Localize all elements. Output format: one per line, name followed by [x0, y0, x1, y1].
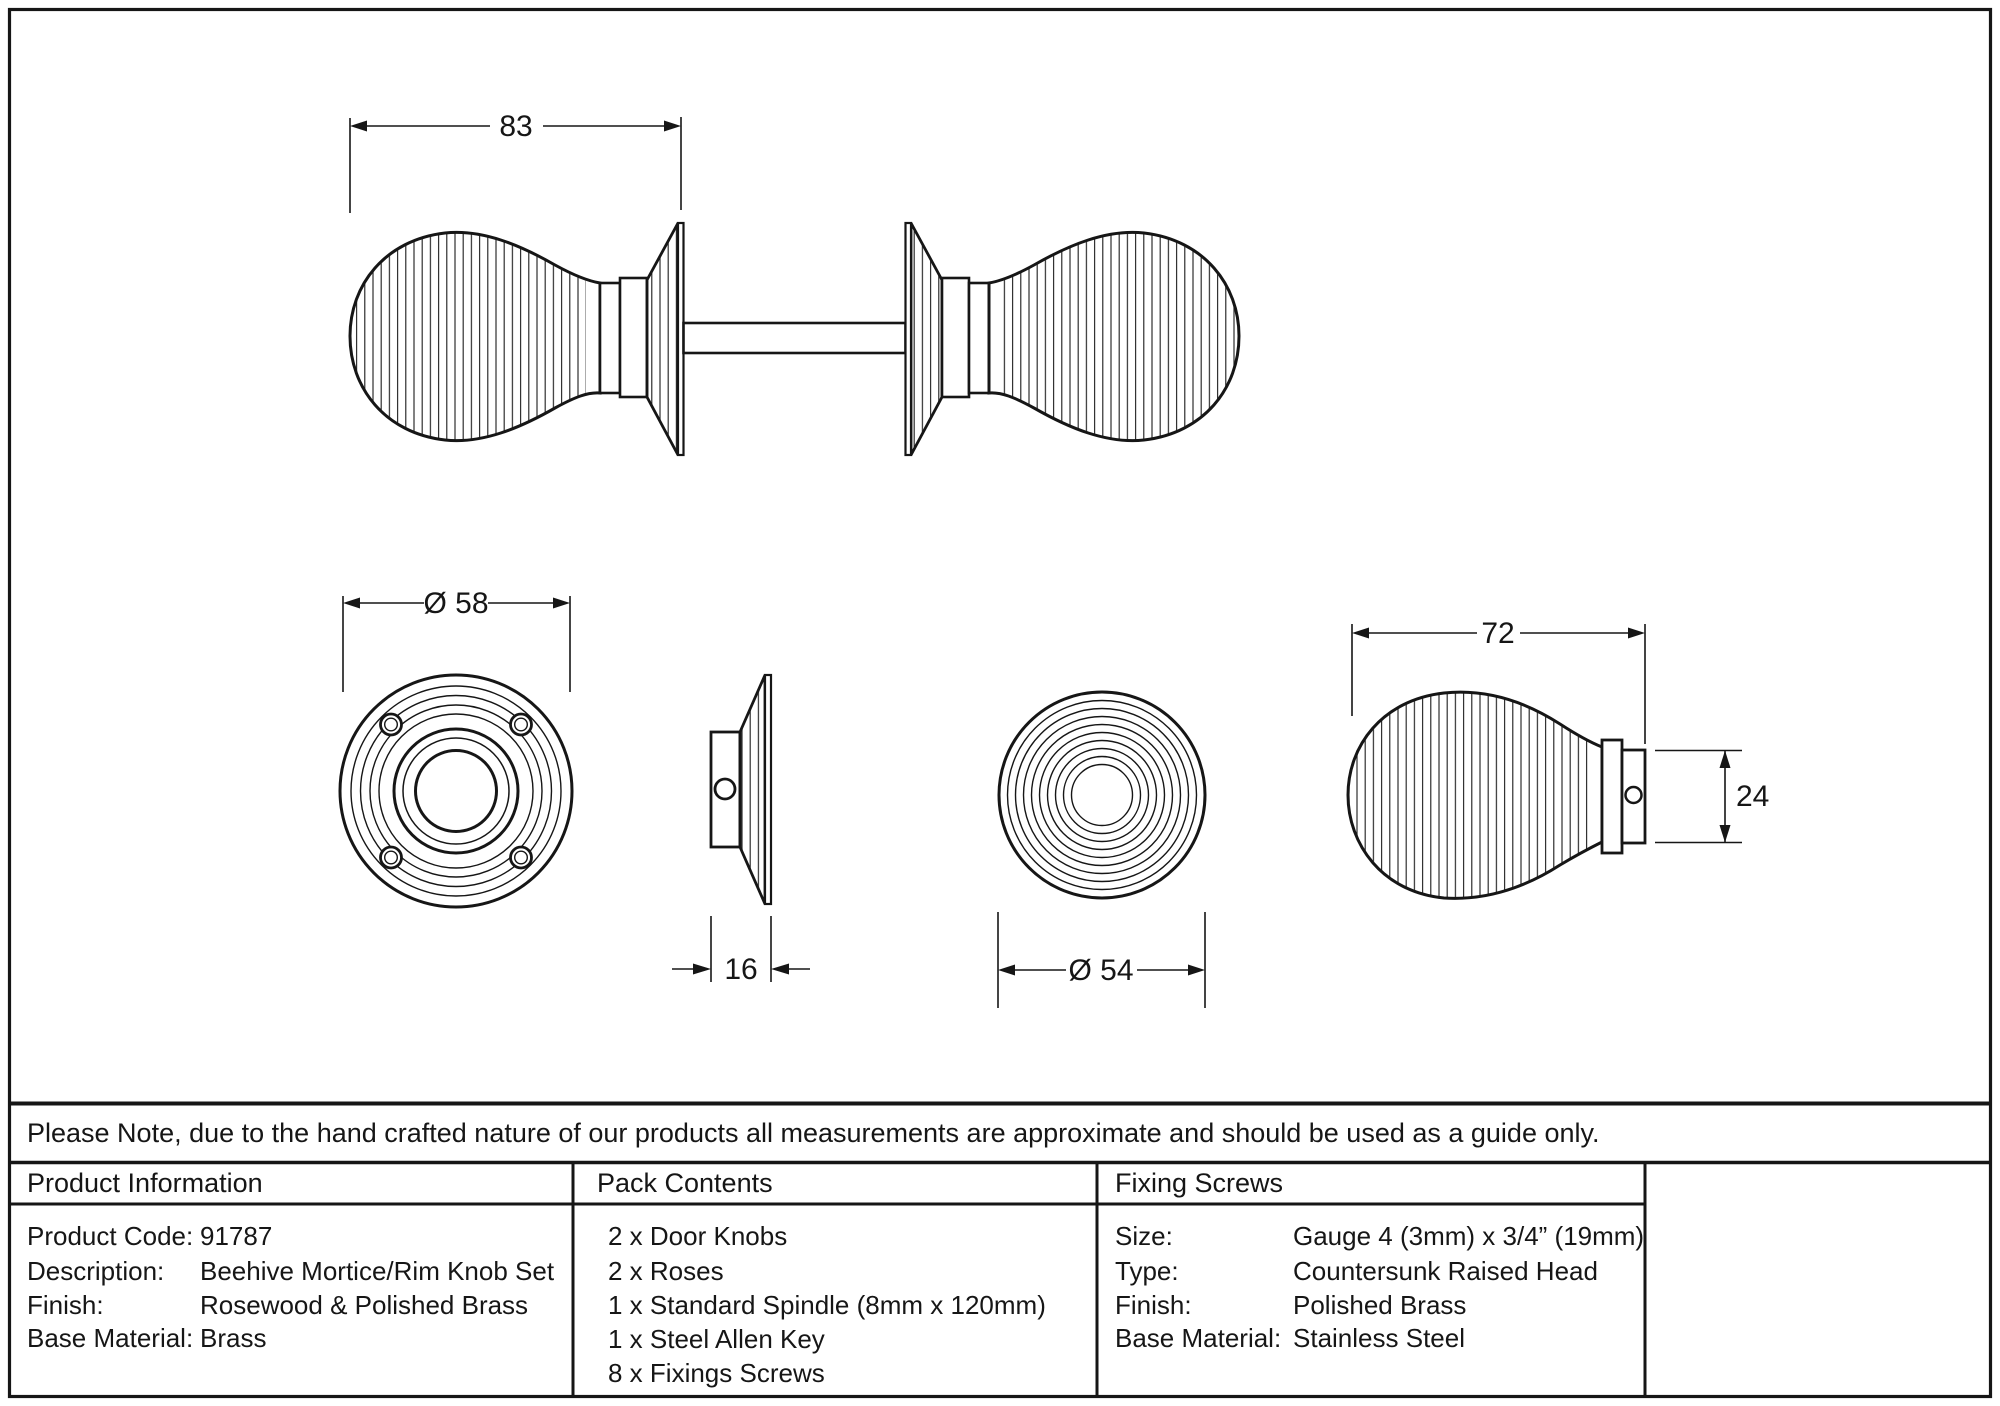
- dimension-83-label: 83: [499, 110, 533, 143]
- row-label: Product Code:: [27, 1221, 194, 1251]
- rose-grub-screw-hole: [715, 779, 735, 799]
- row-value: Stainless Steel: [1293, 1323, 1465, 1353]
- knob-front-view: [998, 692, 1205, 1008]
- row-label: Size:: [1115, 1221, 1173, 1251]
- right-knob-collar: [969, 283, 989, 393]
- row-label: Base Material:: [1115, 1323, 1282, 1353]
- row-label: Base Material:: [27, 1323, 194, 1353]
- dimension-83: [350, 110, 681, 213]
- row-value: Countersunk Raised Head: [1293, 1256, 1598, 1286]
- product-information-header: Product Information: [27, 1168, 263, 1198]
- list-item: 1 x Steel Allen Key: [608, 1324, 825, 1354]
- dimension-rose-diameter-label: Ø 58: [423, 587, 489, 620]
- left-knob-side: [350, 228, 647, 446]
- dimension-knob-neck: [1655, 751, 1769, 843]
- row-value: Gauge 4 (3mm) x 3/4” (19mm): [1293, 1221, 1645, 1251]
- row-value: 91787: [200, 1221, 273, 1251]
- sheet-borders: [10, 10, 1991, 1397]
- dimension-rose-depth: [672, 916, 810, 986]
- dimension-knob-length-label: 72: [1481, 617, 1515, 650]
- row-value: Polished Brass: [1293, 1290, 1467, 1320]
- row-value: Beehive Mortice/Rim Knob Set: [200, 1256, 555, 1286]
- knob-grub-screw-hole: [1626, 787, 1642, 803]
- row-label: Description:: [27, 1256, 165, 1286]
- right-knob-shank: [942, 278, 969, 397]
- row-label: Finish:: [1115, 1290, 1192, 1320]
- spindle: [684, 323, 906, 353]
- row-value: Brass: [200, 1323, 267, 1353]
- list-item: 2 x Roses: [608, 1256, 724, 1286]
- dimension-knob-diameter: [998, 912, 1205, 1008]
- dimension-knob-diameter-label: Ø 54: [1068, 954, 1134, 987]
- list-item: 1 x Standard Spindle (8mm x 120mm): [608, 1290, 1046, 1320]
- right-knob-side: [942, 228, 1239, 446]
- rose-front-view: [340, 587, 572, 907]
- dimension-rose-depth-label: 16: [724, 953, 758, 986]
- left-knob-shank: [620, 278, 647, 397]
- knob-collar: [1602, 740, 1622, 853]
- list-item: 8 x Fixings Screws: [608, 1358, 825, 1388]
- row-value: Rosewood & Polished Brass: [200, 1290, 529, 1320]
- list-item: 2 x Door Knobs: [608, 1221, 788, 1251]
- row-label: Type:: [1115, 1256, 1179, 1286]
- left-rose-side: [647, 223, 684, 455]
- fixing-screws-header: Fixing Screws: [1115, 1168, 1284, 1198]
- measurement-note: Please Note, due to the hand crafted nature of our products all measurements are approximate and should be used as a guide only.: [27, 1118, 1600, 1148]
- rose-profile-view: [672, 675, 810, 986]
- right-rose-side: [906, 223, 943, 455]
- row-label: Finish:: [27, 1290, 104, 1320]
- knob-set-assembly-view: [350, 110, 1239, 455]
- left-knob-collar: [600, 283, 620, 393]
- knob-profile-view: [1348, 617, 1769, 904]
- pack-contents-header: Pack Contents: [597, 1168, 773, 1198]
- dimension-knob-neck-label: 24: [1736, 780, 1770, 813]
